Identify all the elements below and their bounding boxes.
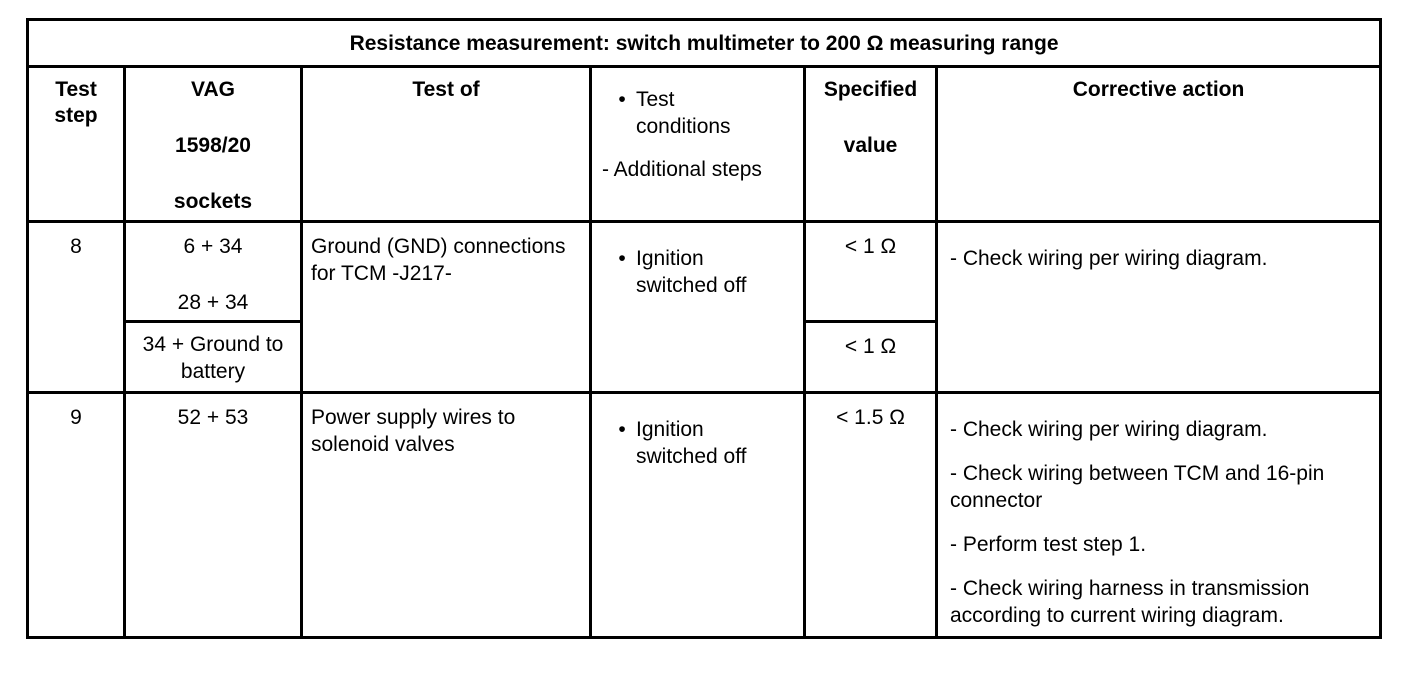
value-8b: < 1 Ω	[844, 335, 897, 358]
header-test-step-line1: Test	[55, 78, 97, 101]
step-8: 8	[70, 235, 82, 258]
condition-8-bullet	[608, 245, 795, 299]
condition-8-cell	[591, 222, 805, 393]
value-8b-cell	[805, 322, 937, 393]
action-9-item: - Check wiring per wiring diagram.	[950, 418, 1268, 441]
action-9-item: - Perform test step 1.	[950, 533, 1147, 556]
sockets-8b: 34 + Ground to battery	[142, 333, 284, 383]
sockets-8a-line1: 6 + 34	[183, 235, 243, 258]
action-9-cell	[937, 393, 1381, 638]
condition-8: Ignition switched off	[636, 247, 747, 297]
condition-9-bullet	[608, 416, 795, 470]
header-vag-sockets	[125, 67, 302, 222]
header-vag-line3: sockets	[173, 190, 253, 213]
header-conditions	[591, 67, 805, 222]
header-specified-line1: Specified	[823, 78, 918, 101]
sockets-9: 52 + 53	[177, 406, 249, 429]
action-9-item: - Check wiring harness in transmission according to current wiring diagram.	[950, 577, 1310, 627]
header-vag-line1: VAG	[191, 78, 235, 101]
header-corrective-label: Corrective action	[1072, 78, 1245, 101]
header-test-step	[28, 67, 125, 222]
header-specified-value	[805, 67, 937, 222]
header-vag-line2: 1598/20	[175, 134, 251, 157]
sockets-8a-line2: 28 + 34	[177, 291, 249, 314]
header-additional-steps: - Additional steps	[602, 158, 762, 181]
header-specified-line2: value	[843, 134, 898, 157]
step-9-cell	[28, 393, 125, 638]
sockets-8b-cell	[125, 322, 302, 393]
header-test-of-label: Test of	[412, 78, 480, 101]
condition-9-cell	[591, 393, 805, 638]
sockets-9-cell	[125, 393, 302, 638]
test-of-8: Ground (GND) connections for TCM -J217-	[311, 235, 566, 285]
table-title-row	[28, 20, 1381, 67]
table-title: Resistance measurement: switch multimeter to 200 Ω measuring range	[28, 20, 1381, 67]
value-8a-cell	[805, 222, 937, 322]
value-9-cell	[805, 393, 937, 638]
header-test-of	[302, 67, 591, 222]
header-conditions-bullet	[608, 86, 795, 140]
table-row-9	[28, 393, 1381, 638]
header-corrective-action	[937, 67, 1381, 222]
resistance-measurement-table	[26, 18, 1382, 639]
value-9: < 1.5 Ω	[836, 406, 905, 429]
test-of-9-cell	[302, 393, 591, 638]
condition-9: Ignition switched off	[636, 418, 747, 468]
header-test-step-line2: step	[54, 104, 98, 127]
header-conditions-label: Test conditions	[636, 88, 731, 138]
bullet-icon: •	[618, 88, 626, 111]
test-of-8-cell	[302, 222, 591, 393]
header-row	[28, 67, 1381, 222]
action-9-item: - Check wiring between TCM and 16-pin connector	[950, 462, 1325, 512]
bullet-icon: •	[618, 418, 626, 441]
bullet-icon: •	[618, 247, 626, 270]
action-8-cell	[937, 222, 1381, 393]
step-9: 9	[70, 406, 82, 429]
test-of-9: Power supply wires to solenoid valves	[311, 406, 516, 456]
action-8: - Check wiring per wiring diagram.	[950, 247, 1268, 270]
table-row-8a	[28, 222, 1381, 322]
value-8a: < 1 Ω	[844, 235, 897, 258]
sockets-8a-cell	[125, 222, 302, 322]
step-8-cell	[28, 222, 125, 393]
